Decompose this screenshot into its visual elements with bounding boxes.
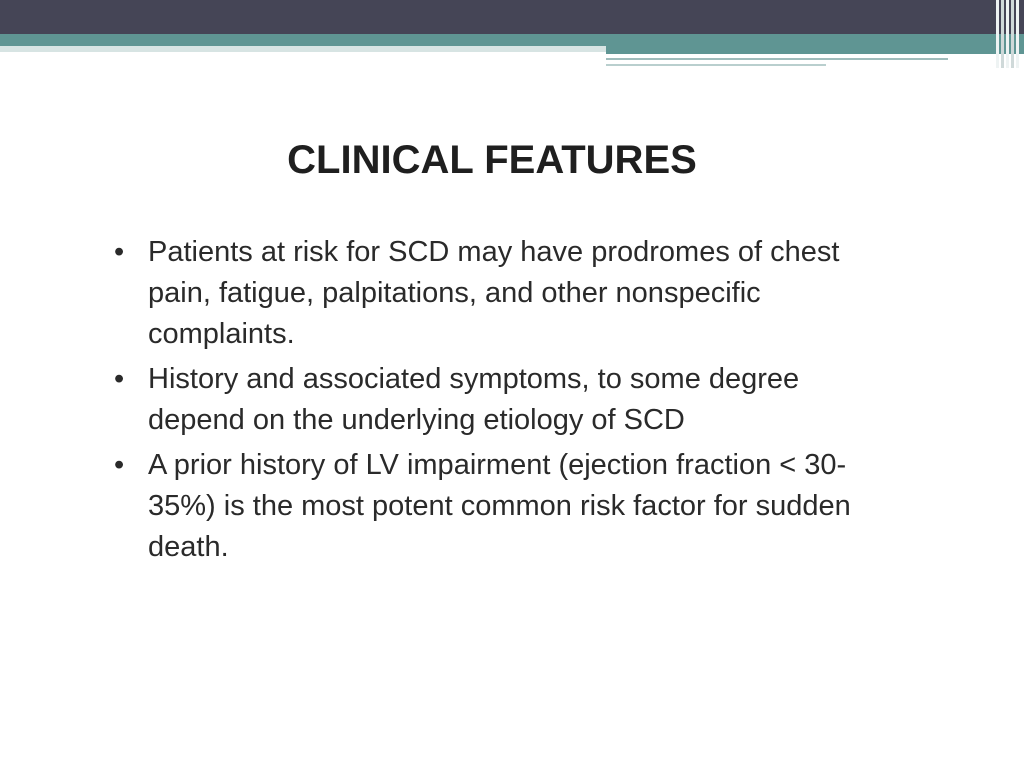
header-dark-band — [0, 0, 1024, 34]
slide-title: CLINICAL FEATURES — [287, 138, 697, 182]
header-edge-stripes — [994, 0, 1024, 68]
header-light-strip — [0, 46, 606, 52]
bullet-text: A prior history of LV impairment (ejection fraction < 30-35%) is the most potent common risk factor for sudden death. — [148, 449, 851, 563]
bullet-item — [112, 445, 902, 568]
bullet-item — [112, 359, 902, 441]
header-thin-line — [606, 58, 948, 60]
header-teal-band — [0, 34, 1024, 46]
bullet-text: History and associated symptoms, to some degree depend on the underlying etiology of SCD — [148, 363, 800, 436]
bullet-dot-icon: • — [114, 236, 125, 268]
header-thin-line-lower — [606, 64, 826, 66]
bullet-list — [112, 232, 902, 572]
bullet-item — [112, 232, 902, 355]
bullet-dot-icon: • — [114, 363, 125, 395]
bullet-dot-icon: • — [114, 449, 125, 481]
header-teal-strip-right — [606, 46, 1024, 54]
bullet-text: Patients at risk for SCD may have prodromes of chest pain, fatigue, palpitations, and other nonspecific complaints. — [148, 236, 840, 350]
